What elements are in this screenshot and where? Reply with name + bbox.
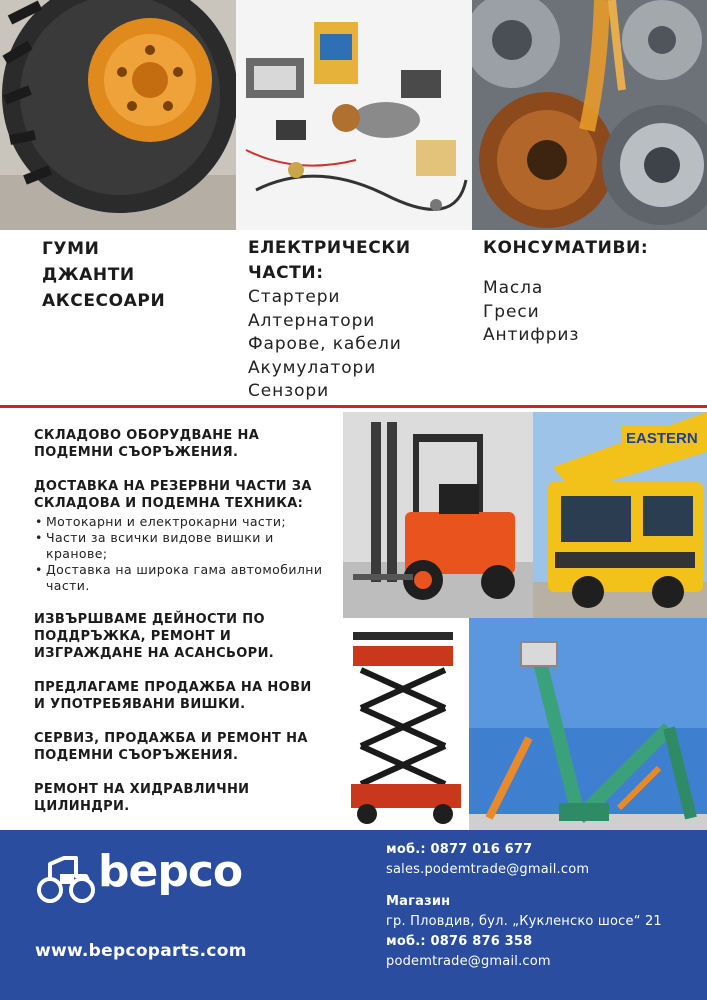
category-item-list — [483, 277, 698, 348]
bullet-item: • Доставка на широка гама автомобилни части. — [34, 562, 339, 594]
category-item: Масла — [483, 278, 544, 298]
spacer — [386, 880, 701, 892]
tire-photo — [0, 0, 236, 230]
mobile-store: моб.: 0876 876 358 — [386, 934, 533, 949]
category-heading: АКСЕСОАРИ — [42, 291, 166, 311]
logo-text: bepco — [98, 846, 243, 897]
services-list — [34, 427, 339, 832]
electrical-parts-photo — [236, 0, 472, 230]
crane-brand-text: EASTERN — [626, 430, 698, 447]
service-heading: ИЗГРАЖДАНЕ НА АСАНСЬОРИ. — [34, 646, 275, 661]
category-heading: ДЖАНТИ — [42, 265, 135, 285]
delivery-bullet-list — [34, 514, 339, 594]
category-heading: КОНСУМАТИВИ: — [483, 238, 649, 258]
service-heading: ИЗВЪРШВАМЕ ДЕЙНОСТИ ПО — [34, 612, 265, 627]
service-heading: ДОСТАВКА НА РЕЗЕРВНИ ЧАСТИ ЗА — [34, 479, 312, 494]
service-heading: СКЛАДОВО ОБОРУДВАНЕ НА — [34, 428, 260, 443]
scissor-lift-photo — [343, 618, 469, 830]
consumables-category — [483, 236, 698, 348]
email-sales-link[interactable]: sales.podemtrade@gmail.com — [386, 862, 590, 877]
service-repair — [34, 730, 339, 764]
mobile-primary: моб.: 0877 016 677 — [386, 842, 533, 857]
service-heading: РЕМОНТ НА ХИДРАВЛИЧНИ — [34, 782, 250, 797]
category-item: Алтернатори — [248, 310, 376, 331]
category-item: Фарове, кабели — [248, 334, 402, 354]
service-heading: И УПОТРЕБЯВАНИ ВИШКИ. — [34, 697, 246, 712]
bepco-logo — [36, 846, 243, 906]
category-item: Греси — [483, 301, 540, 322]
service-elevators — [34, 611, 339, 662]
contact-info — [386, 840, 701, 972]
crane-photo — [533, 412, 707, 618]
website-link[interactable]: www.bepcoparts.com — [35, 941, 247, 961]
service-hydraulics — [34, 781, 339, 815]
service-heading: ПОДЕМНИ СЪОРЪЖЕНИЯ. — [34, 445, 239, 460]
boom-lift-photo — [469, 618, 707, 830]
category-item: Акумулатори — [248, 357, 377, 378]
section-divider — [0, 405, 707, 408]
service-heading: ПРЕДЛАГАМЕ ПРОДАЖБА НА НОВИ — [34, 680, 312, 695]
bullet-item: • Мотокарни и електрокарни части; — [34, 514, 339, 530]
tires-category — [42, 236, 232, 314]
service-sales — [34, 679, 339, 713]
store-address: гр. Пловдив, бул. „Кукленско шосе“ 21 — [386, 914, 662, 929]
category-heading: ЕЛЕКТРИЧЕСКИ — [248, 238, 411, 258]
store-label: Магазин — [386, 894, 451, 909]
gears-oil-photo — [472, 0, 707, 230]
service-delivery — [34, 478, 339, 594]
service-heading: ЦИЛИНДРИ. — [34, 799, 130, 814]
service-heading: ПОДДРЪЖКА, РЕМОНТ И — [34, 629, 232, 644]
service-heading: СЕРВИЗ, ПРОДАЖБА И РЕМОНТ НА — [34, 731, 308, 746]
footer — [0, 830, 707, 1000]
category-heading: ЧАСТИ: — [248, 263, 324, 283]
email-store-link[interactable]: podemtrade@gmail.com — [386, 954, 551, 969]
category-item: Антифриз — [483, 325, 580, 345]
bullet-item: • Части за всички видове вишки и кранове; — [34, 530, 339, 562]
category-item: Сензори — [248, 381, 330, 401]
category-item-list — [248, 286, 468, 404]
forklift-photo — [343, 412, 533, 618]
service-warehouse — [34, 427, 339, 461]
electrical-category — [248, 236, 468, 404]
tractor-icon — [36, 850, 96, 906]
category-item: Стартери — [248, 287, 341, 307]
service-heading: ПОДЕМНИ СЪОРЪЖЕНИЯ. — [34, 748, 239, 763]
category-heading: ГУМИ — [42, 239, 100, 259]
service-heading: СКЛАДОВА И ПОДЕМНА ТЕХНИКА: — [34, 496, 304, 511]
